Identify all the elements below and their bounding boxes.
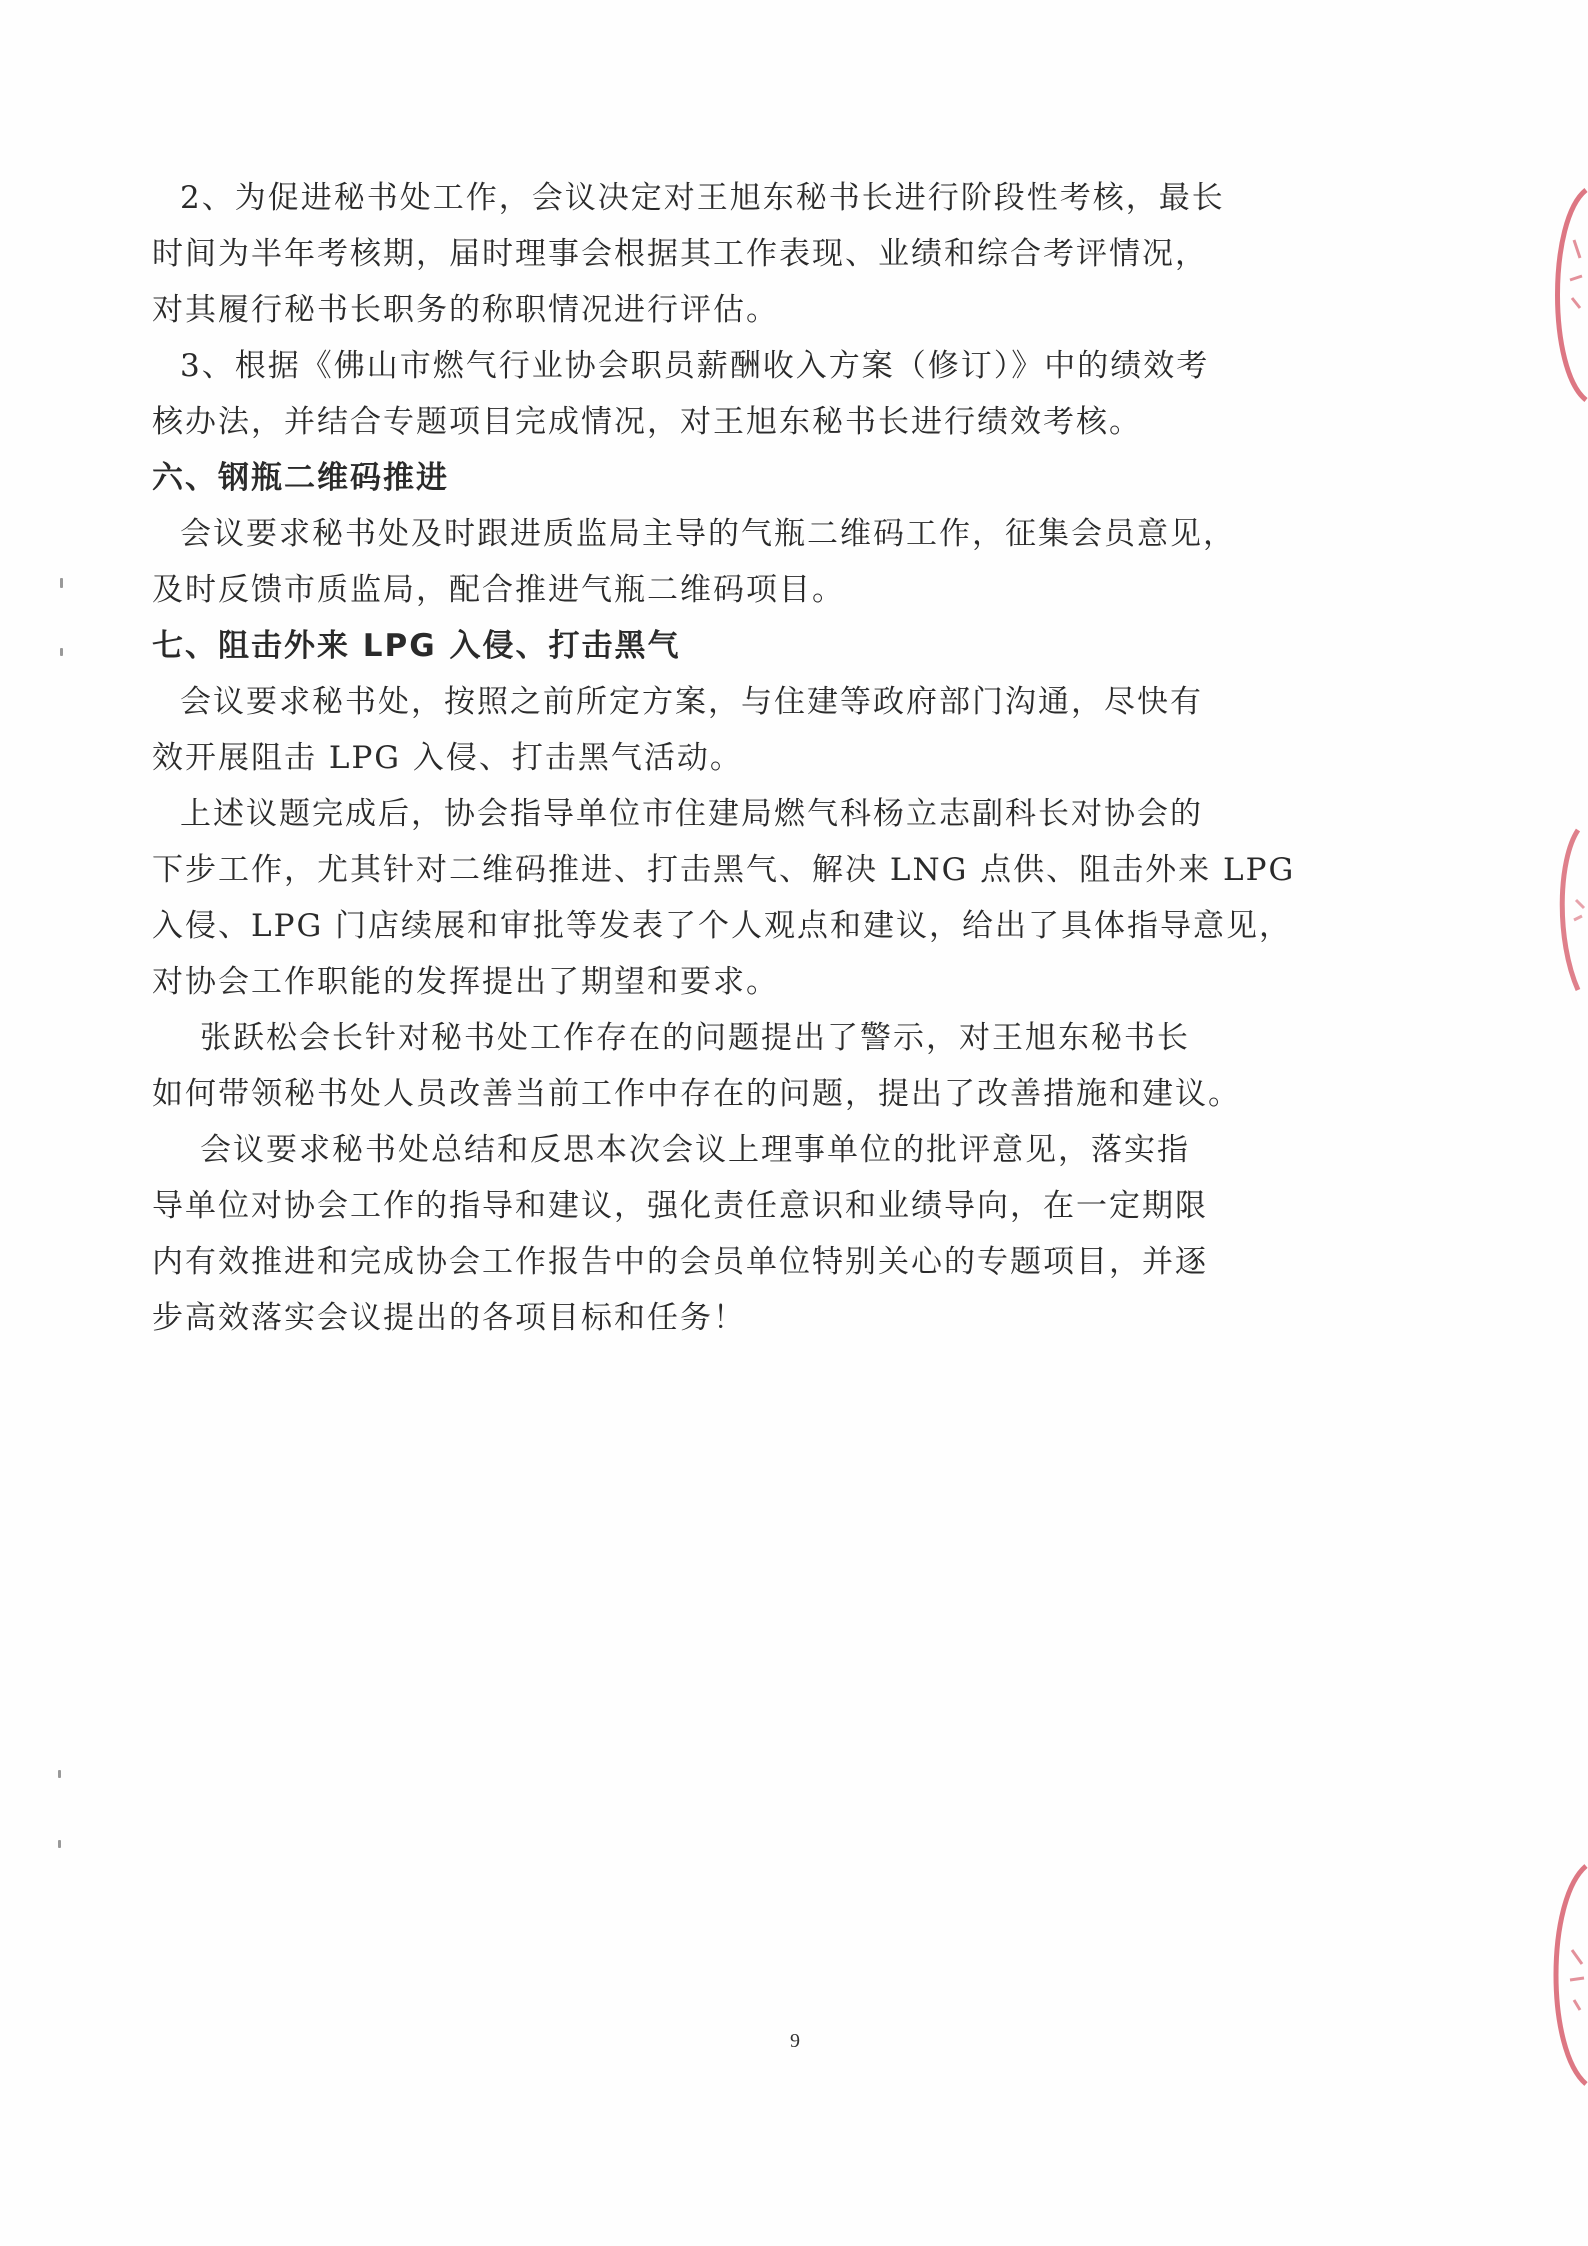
seal-stamp-icon (1508, 180, 1588, 410)
line-text: 入侵、LPG 门店续展和审批等发表了个人观点和建议，给出了具体指导意见， (152, 908, 1293, 944)
scan-speck (60, 648, 63, 656)
heading-text: 七、阻击外来 LPG 入侵、打击黑气 (152, 628, 681, 664)
seal-stamp-icon (1508, 1860, 1588, 2090)
line-text: 导单位对协会工作的指导和建议，强化责任意识和业绩导向，在一定期限 (152, 1188, 1208, 1224)
line-text: 效开展阻击 LPG 入侵、打击黑气活动。 (152, 740, 743, 776)
line-text: 步高效落实会议提出的各项目标和任务！ (152, 1300, 746, 1336)
line-text: 会议要求秘书处，按照之前所定方案，与住建等政府部门沟通，尽快有 (180, 684, 1203, 720)
line-text: 张跃松会长针对秘书处工作存在的问题提出了警示，对王旭东秘书长 (200, 1020, 1190, 1056)
line-text: 对其履行秘书长职务的称职情况进行评估。 (152, 292, 779, 328)
scan-speck (60, 578, 63, 588)
scan-speck (58, 1840, 61, 1848)
line-text: 上述议题完成后，协会指导单位市住建局燃气科杨立志副科长对协会的 (180, 796, 1203, 832)
scan-speck (58, 1770, 61, 1778)
line-text: 2、为促进秘书处工作，会议决定对王旭东秘书长进行阶段性考核，最长 (180, 180, 1225, 216)
page-number: 9 (790, 2030, 800, 2052)
line-text: 内有效推进和完成协会工作报告中的会员单位特别关心的专题项目，并逐 (152, 1244, 1208, 1280)
line-text: 及时反馈市质监局，配合推进气瓶二维码项目。 (152, 572, 845, 608)
heading-text: 六、钢瓶二维码推进 (152, 460, 449, 496)
line-text: 对协会工作职能的发挥提出了期望和要求。 (152, 964, 779, 1000)
seal-stamp-icon (1508, 790, 1588, 1020)
line-text: 3、根据《佛山市燃气行业协会职员薪酬收入方案（修订）》中的绩效考 (180, 348, 1210, 384)
line-text: 下步工作，尤其针对二维码推进、打击黑气、解决 LNG 点供、阻击外来 LPG (152, 852, 1296, 888)
line-text: 核办法，并结合专题项目完成情况，对王旭东秘书长进行绩效考核。 (152, 404, 1142, 440)
line-text: 会议要求秘书处总结和反思本次会议上理事单位的批评意见，落实指 (200, 1132, 1190, 1168)
line-text: 会议要求秘书处及时跟进质监局主导的气瓶二维码工作，征集会员意见， (180, 516, 1236, 552)
line-text: 如何带领秘书处人员改善当前工作中存在的问题，提出了改善措施和建议。 (152, 1076, 1241, 1112)
line-text: 时间为半年考核期，届时理事会根据其工作表现、业绩和综合考评情况， (152, 236, 1208, 272)
